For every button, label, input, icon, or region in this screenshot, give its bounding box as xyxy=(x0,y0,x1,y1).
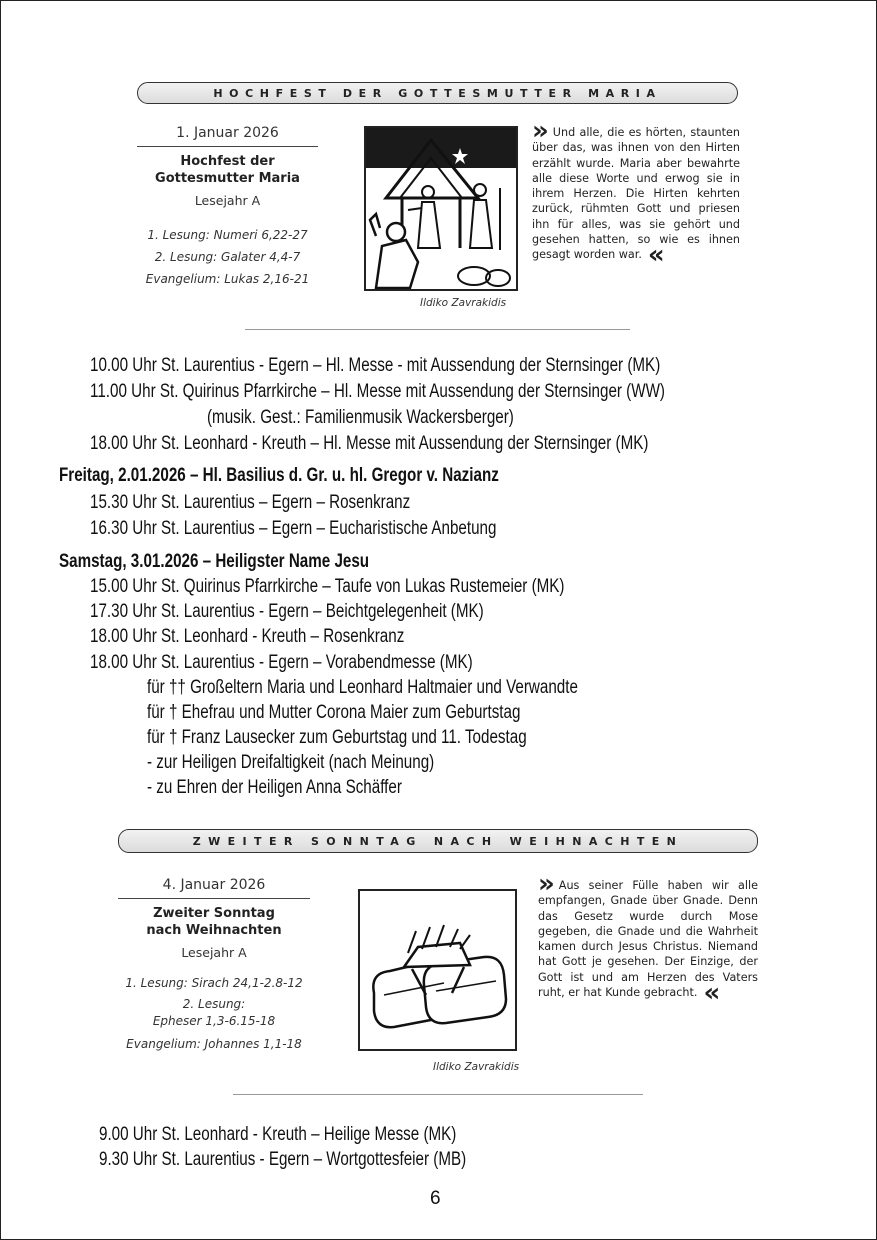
liturgical-year: Lesejahr A xyxy=(181,945,247,960)
schedule-entry: 16.30 Uhr St. Laurentius – Egern – Eucharistische Anbetung xyxy=(90,518,497,539)
first-reading: 1. Lesung: Numeri 6,22-27 xyxy=(147,228,308,242)
page-number: 6 xyxy=(430,1188,441,1209)
mass-intention: für †† Großeltern Maria und Leonhard Haltmaier und Verwandte xyxy=(147,677,578,698)
quote-text: Aus seiner Fülle haben wir alle empfangen, Gnade über Gnade. Denn das Gesetz wurde durch Mose gegeben, die Gnade und die Wahrheit kamen durch Jesus Christus. Niemand hat Gott je gesehen. Der Einzige, der Gott ist und am Herzen des Vaters ruht, er hat Kunde gebracht. xyxy=(538,879,758,1000)
schedule-entry: 18.00 Uhr St. Leonhard - Kreuth – Hl. Messe mit Aussendung der Sternsinger (MK) xyxy=(90,433,649,454)
schedule-entry: 9.00 Uhr St. Leonhard - Kreuth – Heilige Messe (MK) xyxy=(99,1124,457,1145)
section-divider xyxy=(233,1094,643,1095)
second-reading: 2. Lesung: Epheser 1,3-6.15-18 xyxy=(152,997,276,1028)
feast-date: 1. Januar 2026 xyxy=(137,125,318,147)
second-reading: 2. Lesung: Galater 4,4-7 xyxy=(154,250,301,264)
mass-intention: - zu Ehren der Heiligen Anna Schäffer xyxy=(147,777,402,798)
feast-title: Hochfest der Gottesmutter Maria xyxy=(155,154,300,186)
feast-banner-title: ZWEITER SONNTAG NACH WEIHNACHTEN xyxy=(192,834,684,848)
feast-date: 4. Januar 2026 xyxy=(118,877,310,899)
illustration-credit: Ildiko Zavrakidis xyxy=(433,1061,520,1073)
feast-banner xyxy=(118,829,758,853)
schedule-entry: 17.30 Uhr St. Laurentius - Egern – Beichtgelegenheit (MK) xyxy=(90,601,484,622)
section-divider xyxy=(245,329,630,330)
quote-close-mark: « xyxy=(647,240,665,271)
nativity-shepherds-illustration xyxy=(364,126,518,291)
quote-text: Und alle, die es hörten, staunten über das, was ihnen von den Hirten erzählt wurde. Maria aber bewahrte alle diese Worte und erwog sie in ihrem Herzen. Die Hirten kehrten zurück, rühmten Gott und priesen ihn für alles, was sie gehört und gesehen hatten, so wie es ihnen gesagt worden war. xyxy=(532,126,740,262)
mass-intention: für † Ehefrau und Mutter Corona Maier zum Geburtstag xyxy=(147,702,521,723)
quote-open-mark: » xyxy=(532,116,549,146)
quote-open-mark: » xyxy=(538,869,555,899)
illustration-credit: Ildiko Zavrakidis xyxy=(420,297,507,309)
schedule-entry: 18.00 Uhr St. Leonhard - Kreuth – Rosenkranz xyxy=(90,626,405,647)
schedule-entry: 18.00 Uhr St. Laurentius - Egern – Vorabendmesse (MK) xyxy=(90,652,473,673)
mass-intention: für † Franz Lausecker zum Geburtstag und 11. Todestag xyxy=(147,727,527,748)
scripture-quote xyxy=(538,869,758,1009)
feast-title: Zweiter Sonntag nach Weihnachten xyxy=(146,906,282,938)
liturgy-info-box xyxy=(137,125,318,290)
schedule-entry: 15.30 Uhr St. Laurentius – Egern – Rosenkranz xyxy=(90,492,411,513)
liturgical-year: Lesejahr A xyxy=(194,193,261,208)
quote-close-mark: « xyxy=(703,978,721,1009)
manger-tablets-illustration xyxy=(358,889,517,1051)
day-heading: Samstag, 3.01.2026 – Heiligster Name Jesu xyxy=(59,551,370,572)
first-reading: 1. Lesung: Sirach 24,1-2.8-12 xyxy=(125,976,303,990)
scripture-quote xyxy=(532,116,740,271)
schedule-entry: 9.30 Uhr St. Laurentius - Egern – Wortgottesfeier (MB) xyxy=(99,1149,467,1170)
schedule-entry: 15.00 Uhr St. Quirinus Pfarrkirche – Taufe von Lukas Rustemeier (MK) xyxy=(90,576,565,597)
mass-intention: - zur Heiligen Dreifaltigkeit (nach Meinung) xyxy=(147,752,435,773)
liturgy-info-box xyxy=(118,877,310,1055)
schedule-entry-note: (musik. Gest.: Familienmusik Wackersberger) xyxy=(207,407,514,428)
schedule-entry: 10.00 Uhr St. Laurentius - Egern – Hl. Messe - mit Aussendung der Sternsinger (MK) xyxy=(90,355,661,376)
gospel-reading: Evangelium: Johannes 1,1-18 xyxy=(126,1037,302,1051)
feast-banner xyxy=(137,82,738,104)
gospel-reading: Evangelium: Lukas 2,16-21 xyxy=(145,272,310,286)
feast-banner-title: HOCHFEST DER GOTTESMUTTER MARIA xyxy=(213,86,662,100)
day-heading: Freitag, 2.01.2026 – Hl. Basilius d. Gr. u. hl. Gregor v. Nazianz xyxy=(59,465,499,486)
schedule-entry: 11.00 Uhr St. Quirinus Pfarrkirche – Hl. Messe mit Aussendung der Sternsinger (WW) xyxy=(90,381,665,402)
